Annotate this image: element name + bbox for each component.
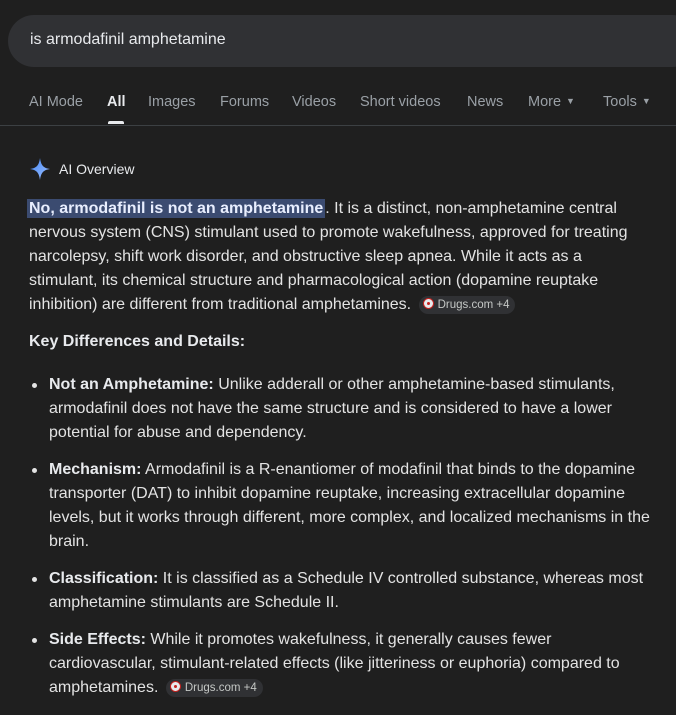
caret-down-icon: ▼	[641, 96, 651, 106]
tab-tools-label: Tools	[603, 94, 637, 110]
tab-short-videos[interactable]: Short videos	[360, 94, 441, 110]
source-chip-label: Drugs.com +4	[437, 299, 510, 311]
list-item	[49, 373, 659, 445]
source-chip[interactable]	[419, 296, 516, 314]
bullet-term: Side Effects:	[49, 631, 146, 648]
bullet-term: Mechanism:	[49, 461, 142, 478]
drugs-com-favicon-icon	[170, 681, 181, 692]
bullet-text: Armodafinil is a R-enantiomer of modafinil that binds to the dopamine transporter (DAT) to inhibit dopamine reuptake, increasing extracellular dopamine levels, but it works through different, more complex, and localized mechanisms in the brain.	[49, 461, 650, 550]
tab-ai-mode[interactable]: AI Mode	[29, 94, 83, 110]
list-item	[49, 458, 659, 554]
source-chip-label: Drugs.com +4	[184, 682, 257, 694]
tab-all[interactable]: All	[107, 94, 126, 110]
tabs-divider	[0, 125, 676, 126]
active-tab-indicator	[108, 121, 124, 124]
bullet-text: It is classified as a Schedule IV controlled substance, whereas most amphetamine stimulants are Schedule II.	[49, 570, 644, 611]
tab-more[interactable]	[528, 94, 575, 110]
section-heading: Key Differences and Details:	[29, 333, 246, 350]
caret-down-icon: ▼	[566, 96, 575, 106]
key-differences-list	[49, 373, 659, 713]
tab-news[interactable]: News	[467, 94, 504, 110]
ai-overview-summary	[29, 197, 649, 317]
list-item	[49, 628, 659, 700]
bullet-term: Classification:	[49, 570, 159, 587]
search-bar[interactable]	[8, 15, 676, 67]
bullet-text: While it promotes wakefulness, it generally causes fewer cardiovascular, stimulant-related effects (like jitteriness or euphoria) compared to amphetamines.	[49, 631, 620, 696]
tab-images[interactable]: Images	[148, 94, 196, 110]
sparkle-icon	[29, 157, 51, 181]
tab-tools[interactable]	[603, 94, 651, 110]
search-tabs	[0, 94, 676, 126]
tab-more-label: More	[528, 94, 562, 110]
answer-highlight: No, armodafinil is not an amphetamine	[29, 200, 324, 217]
bullet-text: Unlike adderall or other amphetamine-based stimulants, armodafinil does not have the same structure and is considered to have a lower potential for abuse and dependency.	[49, 376, 615, 441]
source-chip[interactable]	[166, 679, 263, 697]
search-input[interactable]: is armodafinil amphetamine	[30, 31, 226, 48]
drugs-com-favicon-icon	[423, 298, 434, 309]
ai-overview-title: AI Overview	[59, 161, 135, 177]
answer-text: . It is a distinct, non-amphetamine central nervous system (CNS) stimulant used to promote wakefulness, approved for treating narcolepsy, shift work disorder, and obstructive sleep apnea. While it acts as a stimulant, its chemical structure and pharmacological action (dopamine reuptake inhibition) are different from traditional amphetamines.	[29, 200, 628, 313]
bullet-term: Not an Amphetamine:	[49, 376, 214, 393]
list-item	[49, 567, 659, 615]
tab-forums[interactable]: Forums	[220, 94, 270, 110]
tab-videos[interactable]: Videos	[292, 94, 337, 110]
